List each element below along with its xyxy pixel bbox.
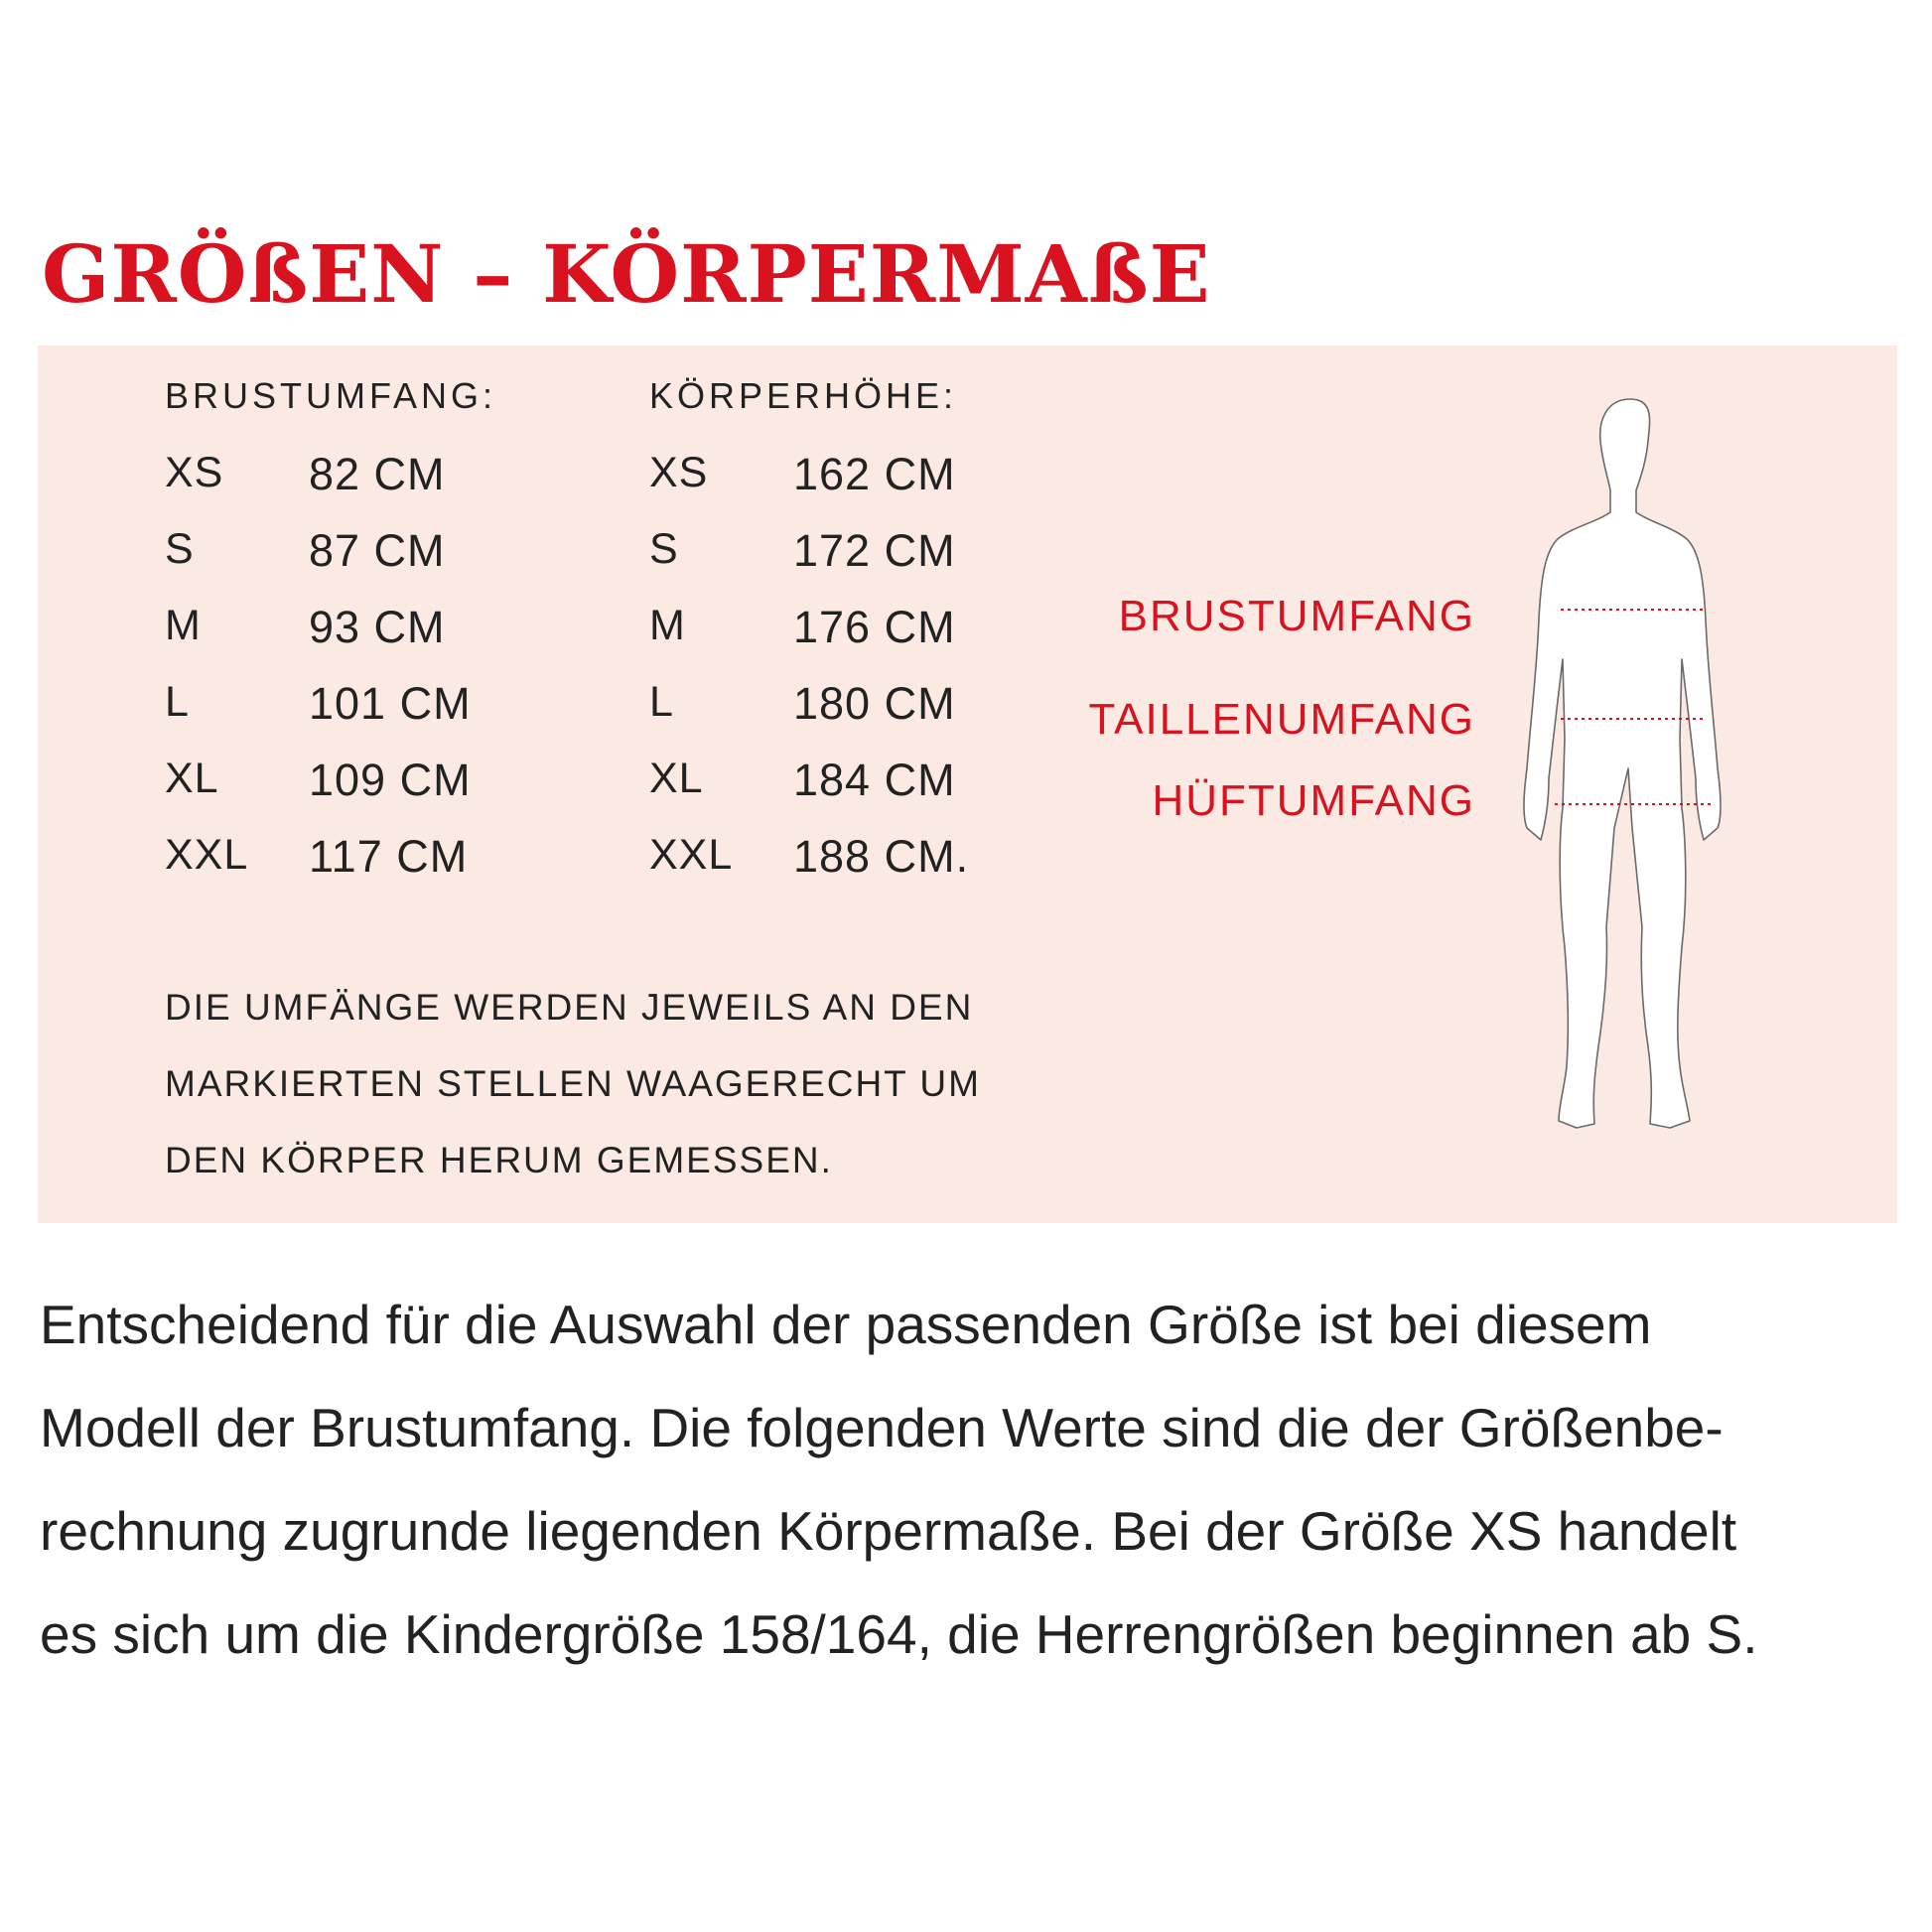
waist-measure-label: TAILLENUMFANG — [1088, 695, 1475, 744]
height-row-xxl — [649, 831, 1046, 891]
chest-row-xxl — [165, 831, 562, 891]
chest-measure-label: BRUSTUMFANG — [1118, 592, 1475, 640]
height-row-xs — [649, 449, 1046, 508]
chest-value: 93 CM — [309, 602, 446, 652]
size-label: M — [649, 602, 686, 649]
height-column-header: KÖRPERHÖHE: — [649, 375, 958, 416]
note-line: DEN KÖRPER HERUM GEMESSEN. — [165, 1140, 833, 1180]
chest-row-s — [165, 525, 562, 585]
size-label: XL — [649, 755, 704, 802]
height-value: 180 CM — [793, 678, 956, 729]
chest-row-xl — [165, 755, 562, 814]
height-value: 188 CM. — [793, 831, 970, 882]
size-label: XXL — [649, 831, 734, 879]
note-line: MARKIERTEN STELLEN WAAGERECHT UM — [165, 1063, 981, 1104]
chest-column-header: BRUSTUMFANG: — [165, 375, 497, 416]
page-title: GRÖßEN – KÖRPERMAßE — [42, 227, 1211, 321]
chest-value: 87 CM — [309, 525, 446, 576]
height-row-xl — [649, 755, 1046, 814]
size-label: M — [165, 602, 202, 649]
size-label: XS — [165, 449, 224, 496]
chest-row-m — [165, 602, 562, 661]
chest-value: 82 CM — [309, 449, 446, 499]
size-label: XL — [165, 755, 219, 802]
height-row-l — [649, 678, 1046, 738]
hip-measure-label: HÜFTUMFANG — [1152, 776, 1475, 825]
chest-value: 101 CM — [309, 678, 472, 729]
paragraph-line: rechnung zugrunde liegenden Körpermaße. Bei der Größe XS handelt — [40, 1500, 1737, 1562]
height-value: 176 CM — [793, 602, 956, 652]
size-label: L — [165, 678, 190, 726]
size-label: XXL — [165, 831, 249, 879]
size-label: L — [649, 678, 674, 726]
size-explanation-paragraph — [40, 1273, 1906, 1686]
size-label: S — [649, 525, 679, 573]
note-line: DIE UMFÄNGE WERDEN JEWEILS AN DEN — [165, 987, 974, 1028]
height-value: 162 CM — [793, 449, 956, 499]
chest-value: 109 CM — [309, 755, 472, 805]
chest-row-l — [165, 678, 562, 738]
height-value: 172 CM — [793, 525, 956, 576]
height-row-s — [649, 525, 1046, 585]
human-figure-icon — [1519, 391, 1747, 1146]
chest-row-xs — [165, 449, 562, 508]
height-row-m — [649, 602, 1046, 661]
paragraph-line: es sich um die Kindergröße 158/164, die Herrengrößen beginnen ab S. — [40, 1603, 1758, 1665]
chest-value: 117 CM — [309, 831, 469, 882]
paragraph-line: Entscheidend für die Auswahl der passenden Größe ist bei diesem — [40, 1294, 1652, 1355]
paragraph-line: Modell der Brustumfang. Die folgenden Werte sind die der Größenbe- — [40, 1397, 1724, 1458]
measurement-note — [165, 969, 1058, 1198]
size-label: S — [165, 525, 195, 573]
height-value: 184 CM — [793, 755, 956, 805]
size-label: XS — [649, 449, 709, 496]
